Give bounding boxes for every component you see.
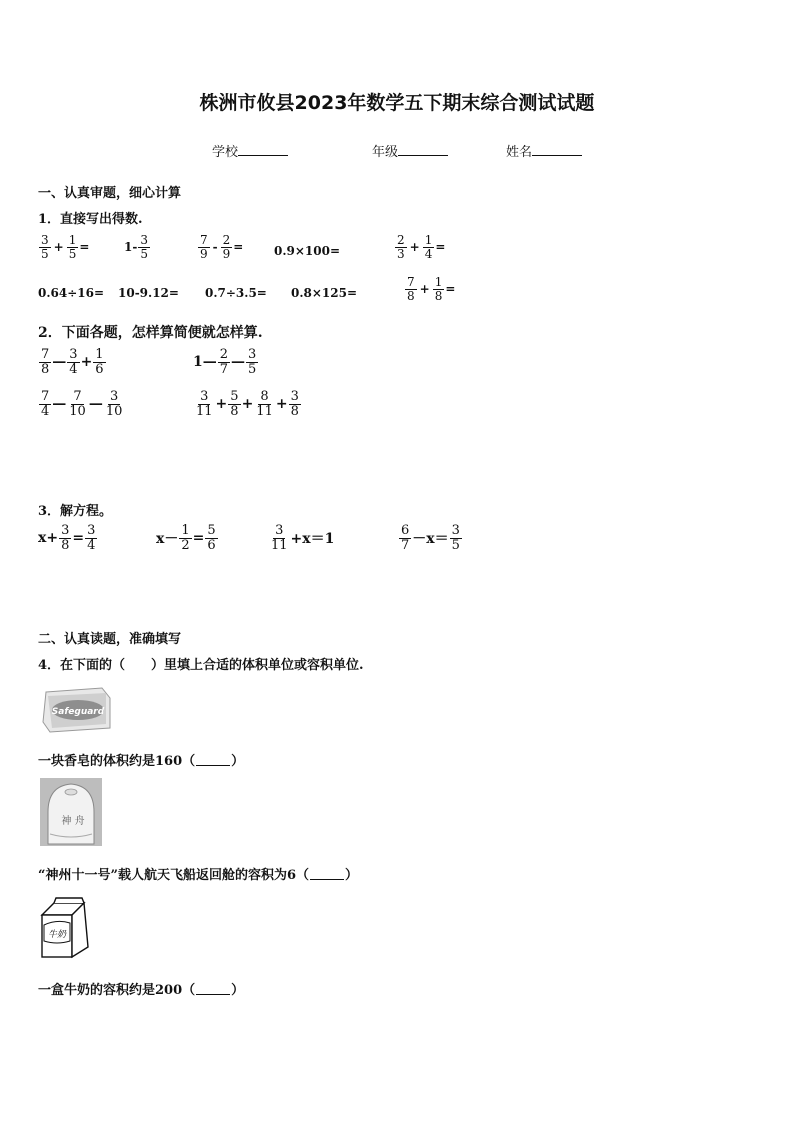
q2-expr-4: $\frac{3}{11}$ + $\frac{5}{8}$ + $\frac{8}{11}$ + $\frac{3}{8}$ bbox=[196, 389, 299, 419]
q2-expr-3: $\frac{7}{4}$ — $\frac{7}{10}$ — $\frac{3}{10}$ bbox=[41, 389, 123, 419]
q1-r2-a: 0.64÷16= bbox=[38, 286, 105, 300]
soap-answer-blank[interactable] bbox=[196, 754, 230, 766]
soap-brand-text: Safeguard bbox=[51, 707, 105, 717]
soap-image bbox=[40, 684, 114, 736]
question-4-label: 4．在下面的（ ）里填上合适的体积单位或容积单位. bbox=[38, 658, 364, 673]
grade-field bbox=[372, 141, 448, 160]
capsule-question: “神州十一号”载人航天飞船返回舱的容积为6（ ） bbox=[38, 868, 359, 883]
school-label: 学校 bbox=[212, 145, 239, 160]
grade-blank[interactable] bbox=[398, 143, 448, 156]
milk-carton-image bbox=[38, 897, 94, 959]
q3-eq-3: $\frac{3}{11}$ +x＝1 bbox=[271, 523, 335, 553]
page-title: 株洲市攸县2023年数学五下期末综合测试试题 bbox=[199, 92, 595, 114]
question-3-label: 3．解方程。 bbox=[38, 504, 113, 519]
capsule-image bbox=[40, 778, 102, 846]
q1-r1-a: $\frac{3}{5}$ + $\frac{1}{5}$ = bbox=[41, 233, 90, 261]
q1-r2-c: 0.7÷3.5= bbox=[205, 286, 267, 300]
q3-eq-4: $\frac{6}{7}$ －x＝ $\frac{3}{5}$ bbox=[401, 523, 460, 553]
soap-question: 一块香皂的体积约是160（ ） bbox=[38, 754, 245, 769]
question-1-label: 1．直接写出得数. bbox=[38, 212, 143, 227]
capsule-answer-blank[interactable] bbox=[310, 868, 344, 880]
grade-label: 年级 bbox=[372, 145, 399, 160]
q3-eq-2: x－ $\frac{1}{2}$ = $\frac{5}{6}$ bbox=[156, 523, 216, 553]
q1-r2-d: 0.8×125= bbox=[291, 286, 358, 300]
school-blank[interactable] bbox=[238, 143, 288, 156]
milk-answer-blank[interactable] bbox=[196, 983, 230, 995]
q1-r1-d: 0.9×100= bbox=[274, 244, 341, 258]
section-1-heading: 一、认真审题，细心计算 bbox=[38, 186, 182, 201]
q1-r1-b: 1- $\frac{3}{5}$ bbox=[124, 233, 148, 261]
section-2-heading: 二、认真读题，准确填写 bbox=[38, 632, 182, 647]
question-2-label: 2．下面各题，怎样算简便就怎样算. bbox=[38, 325, 263, 341]
name-field bbox=[506, 141, 582, 160]
q2-expr-2: 1— $\frac{2}{7}$ — $\frac{3}{5}$ bbox=[193, 347, 257, 377]
name-blank[interactable] bbox=[532, 143, 582, 156]
q2-expr-1: $\frac{7}{8}$ — $\frac{3}{4}$ + $\frac{1}{6}$ bbox=[41, 347, 104, 377]
q1-r1-c: $\frac{7}{9}$ - $\frac{2}{9}$ = bbox=[200, 233, 244, 261]
milk-label-text: 牛奶 bbox=[47, 930, 67, 940]
q1-r2-e: $\frac{7}{8}$ + $\frac{1}{8}$ = bbox=[407, 275, 456, 303]
milk-question: 一盒牛奶的容积约是200（ ） bbox=[38, 983, 245, 998]
q3-eq-1: x+ $\frac{3}{8}$ = $\frac{3}{4}$ bbox=[38, 523, 96, 553]
school-field bbox=[212, 141, 288, 160]
q1-r1-e: $\frac{2}{3}$ + $\frac{1}{4}$ = bbox=[397, 233, 446, 261]
q1-r2-b: 10-9.12= bbox=[118, 286, 179, 300]
name-label: 姓名 bbox=[506, 145, 533, 160]
capsule-text: 神 舟 bbox=[61, 816, 85, 827]
